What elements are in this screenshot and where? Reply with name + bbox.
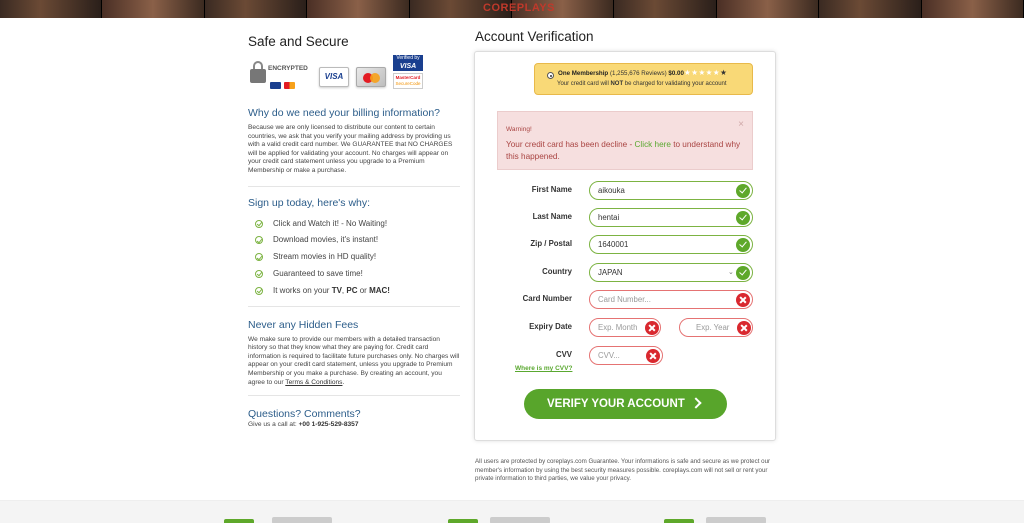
banner-thumbnail[interactable] — [307, 0, 409, 18]
check-circle-icon — [255, 287, 263, 295]
rating-stars: ★★★★★★ — [684, 68, 728, 77]
first-name-input[interactable] — [598, 185, 718, 196]
expiry-year-select[interactable] — [679, 318, 753, 337]
membership-price: $0.00 — [668, 70, 684, 77]
fees-heading: Never any Hidden Fees — [248, 318, 359, 331]
verify-account-button[interactable] — [524, 389, 727, 419]
banner-thumbnail[interactable] — [717, 0, 819, 18]
banner-thumbnail[interactable] — [102, 0, 204, 18]
membership-note: Your credit card will NOT be charged for validating your account — [557, 81, 727, 87]
feature-icon — [664, 519, 694, 523]
membership-radio[interactable] — [547, 72, 554, 79]
verified-by-text: Verified by — [393, 55, 423, 62]
reason-item: It works on your TV, PC or MAC! — [248, 283, 460, 300]
encrypted-badge-text: ENCRYPTED — [268, 65, 308, 72]
check-icon — [736, 184, 750, 198]
verified-visa-text: VISA — [393, 62, 423, 71]
warning-heading: Warning! — [506, 126, 532, 133]
zip-label: Zip / Postal — [530, 239, 572, 248]
expiry-row — [475, 318, 777, 338]
membership-line — [558, 70, 684, 77]
signup-heading: Sign up today, here's why: — [248, 196, 371, 209]
card-number-field[interactable] — [589, 290, 753, 309]
safe-secure-title: Safe and Secure — [248, 34, 349, 49]
account-verification-title: Account Verification — [475, 29, 594, 44]
first-name-field[interactable] — [589, 181, 753, 200]
error-x-icon — [646, 349, 660, 363]
reason-item: Stream movies in HD quality! — [248, 249, 460, 266]
close-icon[interactable]: × — [738, 119, 744, 130]
banner-thumbnail[interactable] — [0, 0, 102, 18]
chevron-right-icon — [690, 397, 701, 408]
last-name-input[interactable] — [598, 212, 718, 223]
expiry-year-input[interactable] — [696, 322, 738, 333]
reason-item: Guaranteed to save time! — [248, 266, 460, 283]
zip-row — [475, 235, 777, 255]
verify-button-label: VERIFY YOUR ACCOUNT — [547, 398, 685, 410]
terms-link[interactable]: Terms & Conditions — [285, 378, 343, 386]
mini-visa-icon — [270, 82, 281, 89]
lock-icon — [250, 61, 266, 81]
divider — [248, 186, 460, 187]
membership-reviews: (1,255,676 Reviews) — [609, 70, 667, 77]
mc-securecode-line2: SecureCode — [395, 81, 421, 86]
mastercard-icon — [356, 67, 386, 87]
country-row — [475, 263, 777, 283]
country-label: Country — [542, 267, 572, 276]
zip-field[interactable] — [589, 235, 753, 254]
bottom-feature-strip — [0, 500, 1024, 523]
phone-number[interactable]: +00 1-925-529-8357 — [298, 421, 359, 429]
last-name-field[interactable] — [589, 208, 753, 227]
check-circle-icon — [255, 270, 263, 278]
card-number-row — [475, 290, 777, 310]
country-value[interactable] — [598, 267, 718, 278]
banner-thumbnail[interactable] — [614, 0, 716, 18]
feature-text — [490, 517, 550, 523]
first-name-row — [475, 181, 777, 201]
banner-thumbnail[interactable] — [922, 0, 1024, 18]
chevron-down-icon[interactable]: ⌄ — [728, 269, 734, 276]
last-name-label: Last Name — [532, 212, 572, 221]
error-x-icon — [645, 321, 659, 335]
zip-input[interactable] — [598, 239, 718, 250]
verified-by-visa-badge — [393, 55, 423, 95]
brand-logo[interactable]: COREPLAYS — [483, 2, 555, 14]
click-here-link[interactable]: Click here — [634, 140, 671, 149]
cvv-field[interactable] — [589, 346, 663, 365]
check-icon — [736, 238, 750, 252]
check-circle-icon — [255, 220, 263, 228]
billing-heading: Why do we need your billing information? — [248, 107, 441, 119]
reason-item: Click and Watch it! - No Waiting! — [248, 216, 460, 233]
cvv-input[interactable] — [598, 350, 648, 361]
divider — [248, 395, 460, 396]
check-circle-icon — [255, 253, 263, 261]
privacy-note: All users are protected by coreplays.com Guarantee. Your informations is safe and secure as we protect our member's information by using the best security measures possible. coreplays.com will not sell or rent your private information to third parties, we value your privacy. — [475, 458, 771, 483]
phone-line: Give us a call at: +00 1-925-529-8357 — [248, 421, 359, 429]
banner-thumbnail[interactable] — [819, 0, 921, 18]
left-info-column — [248, 34, 460, 428]
verification-panel — [474, 51, 776, 441]
mini-mastercard-icon — [284, 82, 295, 89]
expiry-label: Expiry Date — [529, 322, 572, 331]
decline-warning-alert — [497, 111, 753, 170]
membership-option[interactable] — [534, 63, 753, 95]
questions-heading: Questions? Comments? — [248, 408, 361, 421]
reason-item: Download movies, it's instant! — [248, 232, 460, 249]
feature-icon — [448, 519, 478, 523]
error-x-icon — [736, 293, 750, 307]
warning-message: Your credit card has been decline - Click here to understand why this happened. — [506, 140, 741, 161]
error-x-icon — [737, 321, 751, 335]
mc-securecode-line1: MasterCard — [395, 75, 421, 80]
reasons-list — [248, 216, 460, 300]
feature-text — [706, 517, 766, 523]
check-icon — [736, 266, 750, 280]
card-number-label: Card Number — [522, 294, 572, 303]
first-name-label: First Name — [531, 185, 572, 194]
card-number-input[interactable] — [598, 294, 718, 305]
billing-text: Because we are only licensed to distribute our content to certain countries, we ask that you verify your mailing address by providing us with a valid credit card number. We GUARANTEE that NO CHARGES will be applied for validating your account. No charges will appear on your credit card statement unless you upgrade to a Premium Membership or make a purchase. — [248, 124, 453, 174]
last-name-row — [475, 208, 777, 228]
divider — [248, 306, 460, 307]
check-circle-icon — [255, 236, 263, 244]
fees-text: We make sure to provide our members with a detailed transaction history so that they know what they are paying for. Credit card information is required to facilitate future purchases only. No charges will appear on your credit card statement, unless you upgrade to Premium Membership or you make a purchase. By creating an account, you agree to our Terms & Conditions. — [248, 335, 460, 386]
country-select[interactable] — [589, 263, 753, 282]
cvv-row — [475, 346, 777, 366]
visa-card-icon: VISA — [319, 67, 349, 87]
cvv-help-link[interactable]: Where is my CVV? — [515, 365, 573, 372]
star-icon: ★ — [720, 68, 728, 77]
membership-name: One Membership — [558, 70, 609, 77]
cvv-label: CVV — [555, 350, 572, 359]
expiry-month-select[interactable] — [589, 318, 661, 337]
banner-thumbnail[interactable] — [205, 0, 307, 18]
security-badges — [248, 55, 460, 99]
check-icon — [736, 211, 750, 225]
mastercard-securecode-badge — [393, 73, 423, 89]
feature-icon — [224, 519, 254, 523]
expiry-month-input[interactable] — [598, 322, 648, 333]
top-banner — [0, 0, 1024, 18]
feature-text — [272, 517, 332, 523]
